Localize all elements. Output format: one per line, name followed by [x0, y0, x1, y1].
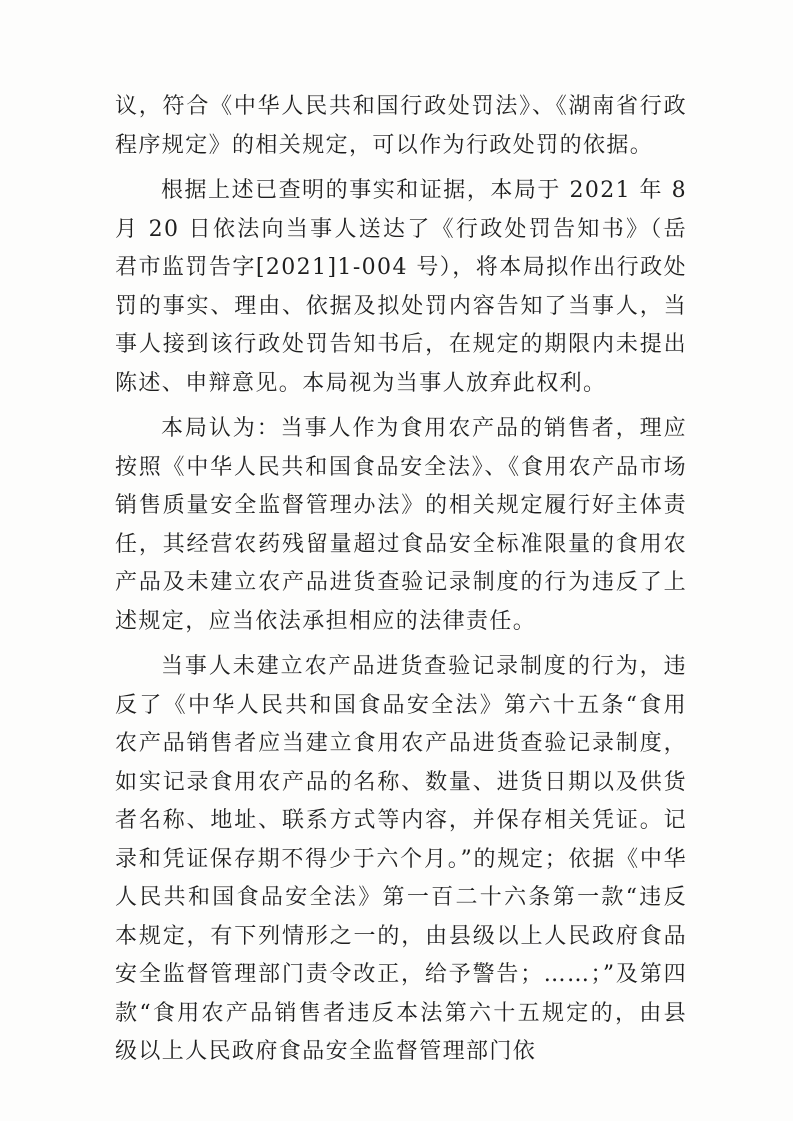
- paragraph-continuation: 议，符合《中华人民共和国行政处罚法》、《湖南省行政程序规定》的相关规定，可以作为行政处罚的依据。: [115, 94, 687, 158]
- paragraph-violation-basis: 当事人未建立农产品进货查验记录制度的行为，违反了《中华人民共和国食品安全法》第六十五条“食用农产品销售者应当建立食用农产品进货查验记录制度，如实记录食用农产品的名称、数量、进货日期以及供货者名称、地址、联系方式等内容，并保存相关凭证。记录和凭证保存期不得少于六个月。”的规定；依据《中华人民共和国食品安全法》第一百二十六条第一款“违反本规定，有下列情形之一的，由县级以上人民政府食品安全监督管理部门责令改正，给予警告；……；”及第四款“食用农产品销售者违反本法第六十五规定的，由县级以上人民政府食品安全监督管理部门依: [115, 654, 687, 1064]
- paragraph-notice-delivery: 根据上述已查明的事实和证据，本局于 2021 年 8 月 20 日依法向当事人送达了《行政处罚告知书》（岳君市监罚告字[2021]1-004 号），将本局拟作出行政处罚的事实、理由、依据及拟处罚内容告知了当事人，当事人接到该行政处罚告知书后，在规定的期限内未提出陈述、申辩意见。本局视为当事人放弃此权利。: [115, 178, 687, 396]
- paragraph-bureau-opinion: 本局认为：当事人作为食用农产品的销售者，理应按照《中华人民共和国食品安全法》、《食用农产品市场销售质量安全监督管理办法》的相关规定履行好主体责任，其经营农药残留量超过食品安全标准限量的食用农产品及未建立农产品进货查验记录制度的行为违反了上述规定，应当依法承担相应的法律责任。: [115, 416, 687, 634]
